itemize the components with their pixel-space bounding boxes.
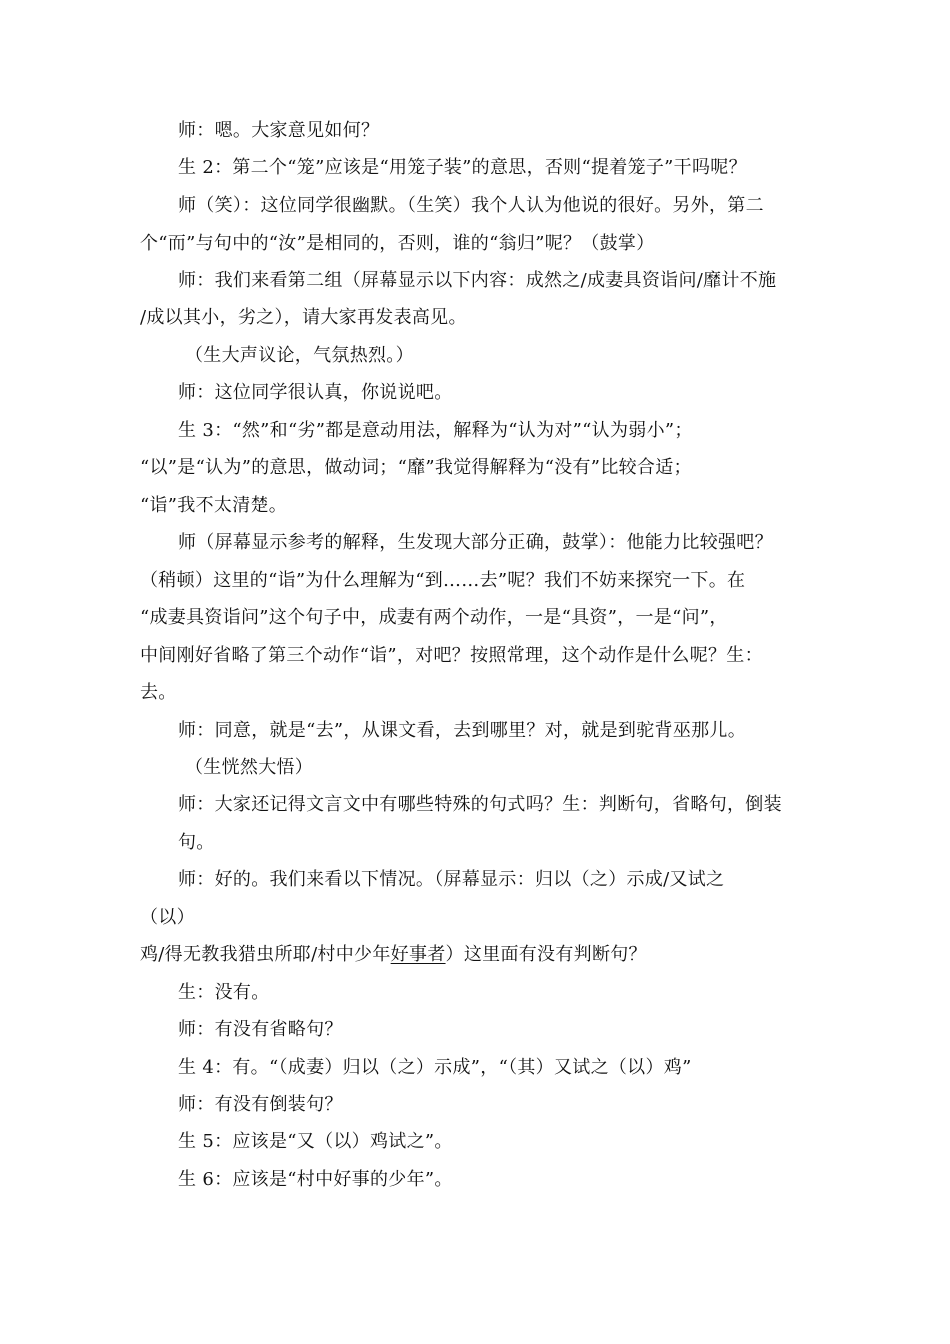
dialogue-line: 生 3：“然”和“劣”都是意动用法，解释为“认为对”“认为弱小”； xyxy=(178,420,693,441)
line-segment: 鸡/得无教我猎虫所耶/村中少年 xyxy=(140,944,391,965)
dialogue-line: 生：没有。 xyxy=(178,982,270,1003)
dialogue-line: 师：嗯。大家意见如何？ xyxy=(178,120,380,141)
dialogue-line: 生 5：应该是“又（以）鸡试之”。 xyxy=(178,1131,453,1152)
dialogue-line: 生 6：应该是“村中好事的少年”。 xyxy=(178,1169,453,1190)
dialogue-line: 个“而”与句中的“汝”是相同的，否则，谁的“翁归”呢？（鼓掌） xyxy=(140,233,655,254)
dialogue-line: （以） xyxy=(140,907,195,928)
underlined-phrase: 好事者 xyxy=(390,944,446,965)
dialogue-line: 师：有没有省略句？ xyxy=(178,1019,343,1040)
dialogue-line: 师：好的。我们来看以下情况。（屏幕显示：归以（之）示成/又试之 xyxy=(178,869,725,890)
dialogue-line: “成妻具资诣问”这个句子中，成妻有两个动作，一是“具资”，一是“问”， xyxy=(140,607,728,628)
dialogue-line: 师：有没有倒装句？ xyxy=(178,1094,343,1115)
dialogue-line: /成以其小，劣之），请大家再发表高见。 xyxy=(140,307,467,328)
dialogue-line: “以”是“认为”的意思，做动词；“靡”我觉得解释为“没有”比较合适； xyxy=(140,457,692,478)
dialogue-line: 师（笑）：这位同学很幽默。（生笑）我个人认为他说的很好。另外，第二 xyxy=(178,195,764,216)
dialogue-line: 生 4：有。“（成妻）归以（之）示成”，“（其）又试之（以）鸡” xyxy=(178,1057,692,1078)
stage-direction: （生大声议论，气氛热烈。） xyxy=(185,345,414,366)
dialogue-line-mixed xyxy=(140,943,647,967)
dialogue-line: （稍顿）这里的“诣”为什么理解为“到……去”呢？我们不妨来探究一下。在 xyxy=(140,570,746,591)
dialogue-line: 师：大家还记得文言文中有哪些特殊的句式吗？生：判断句，省略句，倒装 xyxy=(178,794,782,815)
dialogue-line: 师：同意，就是“去”，从课文看，去到哪里？对，就是到驼背巫那儿。 xyxy=(178,720,747,741)
line-segment: ）这里面有没有判断句？ xyxy=(445,944,647,965)
dialogue-line: 去。 xyxy=(140,682,177,703)
dialogue-line: 师：这位同学很认真，你说说吧。 xyxy=(178,382,453,403)
dialogue-line: 生 2：第二个“笼”应该是“用笼子装”的意思，否则“提着笼子”干吗呢？ xyxy=(178,157,747,178)
stage-direction: （生恍然大悟） xyxy=(185,757,314,778)
dialogue-line: 句。 xyxy=(178,832,215,853)
dialogue-line: 师（屏幕显示参考的解释，生发现大部分正确，鼓掌）：他能力比较强吧？ xyxy=(178,532,773,553)
dialogue-line: 中间刚好省略了第三个动作“诣”，对吧？按照常理，这个动作是什么呢？生： xyxy=(140,645,763,666)
dialogue-line: “诣”我不太清楚。 xyxy=(140,495,288,516)
dialogue-line: 师：我们来看第二组（屏幕显示以下内容：成然之/成妻具资诣问/靡计不施 xyxy=(178,270,777,291)
